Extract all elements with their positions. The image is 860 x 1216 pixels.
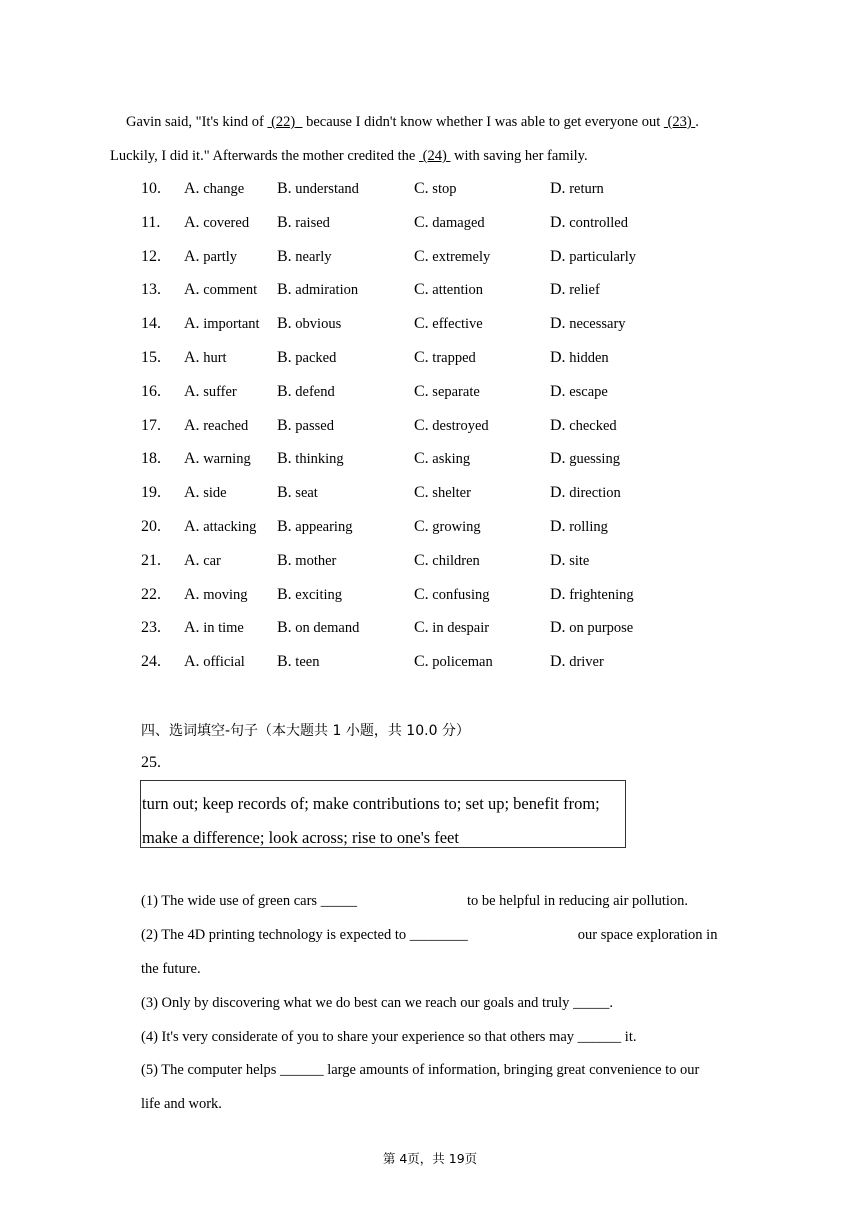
option-row bbox=[141, 210, 761, 244]
option-b: B. exciting bbox=[277, 585, 343, 603]
question-number: 21. bbox=[141, 551, 161, 569]
option-a: A. partly bbox=[184, 247, 238, 265]
passage-text: . bbox=[695, 114, 699, 130]
option-d: D. driver bbox=[550, 653, 604, 671]
sentence-2: (2) The 4D printing technology is expected to ________ our space exploration in bbox=[141, 927, 718, 943]
option-b: B. seat bbox=[277, 484, 318, 502]
option-b: B. thinking bbox=[277, 450, 344, 468]
option-row bbox=[141, 311, 761, 345]
question-number: 22. bbox=[141, 585, 161, 603]
passage-text: because I didn't know whether I was able to get everyone out bbox=[302, 114, 664, 130]
option-a: A. covered bbox=[184, 213, 250, 231]
word-bank-line-1: turn out; keep records of; make contributions to; set up; benefit from; bbox=[142, 794, 600, 813]
word-bank-box bbox=[140, 780, 626, 848]
question-number: 10. bbox=[141, 180, 161, 197]
option-d: D. controlled bbox=[550, 213, 628, 231]
blank: ______ bbox=[577, 1029, 622, 1045]
option-row bbox=[141, 277, 761, 311]
options-list bbox=[141, 176, 761, 683]
option-c: C. separate bbox=[414, 382, 480, 400]
option-a: A. hurt bbox=[184, 348, 227, 366]
option-row bbox=[141, 582, 761, 616]
option-row bbox=[141, 379, 761, 413]
option-b: B. teen bbox=[277, 653, 320, 671]
option-d: D. necessary bbox=[550, 315, 626, 333]
sentence-2-continued: the future. bbox=[141, 961, 201, 977]
option-d: D. site bbox=[550, 551, 590, 569]
option-d: D. hidden bbox=[550, 348, 609, 366]
passage-text: Gavin said, "It's kind of bbox=[126, 114, 268, 130]
blank-23: (23) bbox=[667, 114, 692, 130]
blank: ______ bbox=[280, 1062, 324, 1078]
option-c: C. children bbox=[414, 551, 480, 569]
option-b: B. raised bbox=[277, 213, 330, 231]
question-number: 18. bbox=[141, 450, 161, 468]
option-row bbox=[141, 548, 761, 582]
option-row bbox=[141, 176, 761, 210]
option-a: A. important bbox=[184, 315, 260, 333]
option-d: D. direction bbox=[550, 484, 621, 502]
sentence-4: (4) It's very considerate of you to share your experience so that others may ______ it. bbox=[141, 1029, 637, 1045]
option-a: A. car bbox=[184, 551, 221, 569]
option-c: C. destroyed bbox=[414, 416, 489, 434]
blank: _____ bbox=[573, 995, 610, 1011]
blank-22: (22) bbox=[271, 114, 296, 130]
option-a: A. in time bbox=[184, 619, 244, 637]
option-d: D. on purpose bbox=[550, 619, 634, 637]
option-c: C. in despair bbox=[414, 619, 490, 637]
option-c: C. trapped bbox=[414, 348, 476, 366]
option-a: A. warning bbox=[184, 450, 251, 468]
option-d: D. rolling bbox=[550, 517, 608, 535]
question-number: 23. bbox=[141, 619, 161, 637]
option-row bbox=[141, 649, 761, 683]
option-d: D. return bbox=[550, 180, 604, 197]
option-c: C. shelter bbox=[414, 484, 471, 502]
option-a: A. reached bbox=[184, 416, 249, 434]
option-b: B. mother bbox=[277, 551, 337, 569]
passage-text: Luckily, I did it." Afterwards the mother credited the bbox=[110, 148, 419, 164]
option-row bbox=[141, 615, 761, 649]
option-c: C. policeman bbox=[414, 653, 493, 671]
option-c: C. stop bbox=[414, 180, 457, 197]
option-b: B. on demand bbox=[277, 619, 360, 637]
option-b: B. defend bbox=[277, 382, 335, 400]
blank: ________ bbox=[409, 927, 468, 943]
passage-text: with saving her family. bbox=[450, 148, 588, 164]
option-a: A. moving bbox=[184, 585, 248, 603]
question-number: 14. bbox=[141, 315, 161, 333]
option-b: B. admiration bbox=[277, 281, 359, 299]
option-c: C. extremely bbox=[414, 247, 491, 265]
passage-line-1 bbox=[126, 114, 699, 131]
question-number: 13. bbox=[141, 281, 161, 299]
question-number: 20. bbox=[141, 517, 161, 535]
option-b: B. appearing bbox=[277, 517, 353, 535]
sentence-5-continued: life and work. bbox=[141, 1096, 222, 1112]
passage-line-2 bbox=[110, 148, 588, 165]
option-b: B. understand bbox=[277, 180, 359, 197]
question-number: 12. bbox=[141, 247, 161, 265]
option-a: A. attacking bbox=[184, 517, 257, 535]
sentence-1: (1) The wide use of green cars _____ to be helpful in reducing air pollution. bbox=[141, 893, 689, 909]
option-a: A. change bbox=[184, 180, 245, 197]
option-d: D. relief bbox=[550, 281, 600, 299]
option-row bbox=[141, 514, 761, 548]
option-d: D. escape bbox=[550, 382, 608, 400]
option-row bbox=[141, 413, 761, 447]
option-row bbox=[141, 480, 761, 514]
option-d: D. frightening bbox=[550, 585, 634, 603]
option-row bbox=[141, 244, 761, 278]
option-b: B. nearly bbox=[277, 247, 332, 265]
option-c: C. growing bbox=[414, 517, 481, 535]
question-number: 24. bbox=[141, 653, 161, 671]
sentence-5: (5) The computer helps ______ large amounts of information, bringing great convenience to our bbox=[141, 1062, 700, 1078]
option-c: C. asking bbox=[414, 450, 471, 468]
option-row bbox=[141, 446, 761, 480]
option-d: D. checked bbox=[550, 416, 617, 434]
page-footer: 第 4页，共 19页 bbox=[382, 1151, 478, 1166]
question-number: 16. bbox=[141, 382, 161, 400]
option-d: D. particularly bbox=[550, 247, 637, 265]
blank: _____ bbox=[320, 893, 357, 909]
sentence-3: (3) Only by discovering what we do best can we reach our goals and truly _____. bbox=[141, 995, 613, 1011]
option-b: B. passed bbox=[277, 416, 334, 434]
option-c: C. attention bbox=[414, 281, 484, 299]
question-number: 15. bbox=[141, 348, 161, 366]
question-number: 19. bbox=[141, 484, 161, 502]
option-c: C. damaged bbox=[414, 213, 485, 231]
option-a: A. official bbox=[184, 653, 245, 671]
option-a: A. suffer bbox=[184, 382, 237, 400]
word-bank-line-2: make a difference; look across; rise to one's feet bbox=[142, 828, 459, 847]
section-title: 四、选词填空-句子（本大题共 1 小题，共 10.0 分） bbox=[141, 723, 470, 739]
option-b: B. packed bbox=[277, 348, 337, 366]
option-row bbox=[141, 345, 761, 379]
option-b: B. obvious bbox=[277, 315, 342, 333]
option-a: A. side bbox=[184, 484, 227, 502]
option-c: C. confusing bbox=[414, 585, 490, 603]
question-number: 17. bbox=[141, 416, 161, 434]
question-number: 25. bbox=[141, 754, 161, 771]
blank-24: (24) bbox=[422, 148, 447, 164]
option-a: A. comment bbox=[184, 281, 258, 299]
question-number: 11. bbox=[141, 213, 161, 231]
option-d: D. guessing bbox=[550, 450, 620, 468]
option-c: C. effective bbox=[414, 315, 483, 333]
